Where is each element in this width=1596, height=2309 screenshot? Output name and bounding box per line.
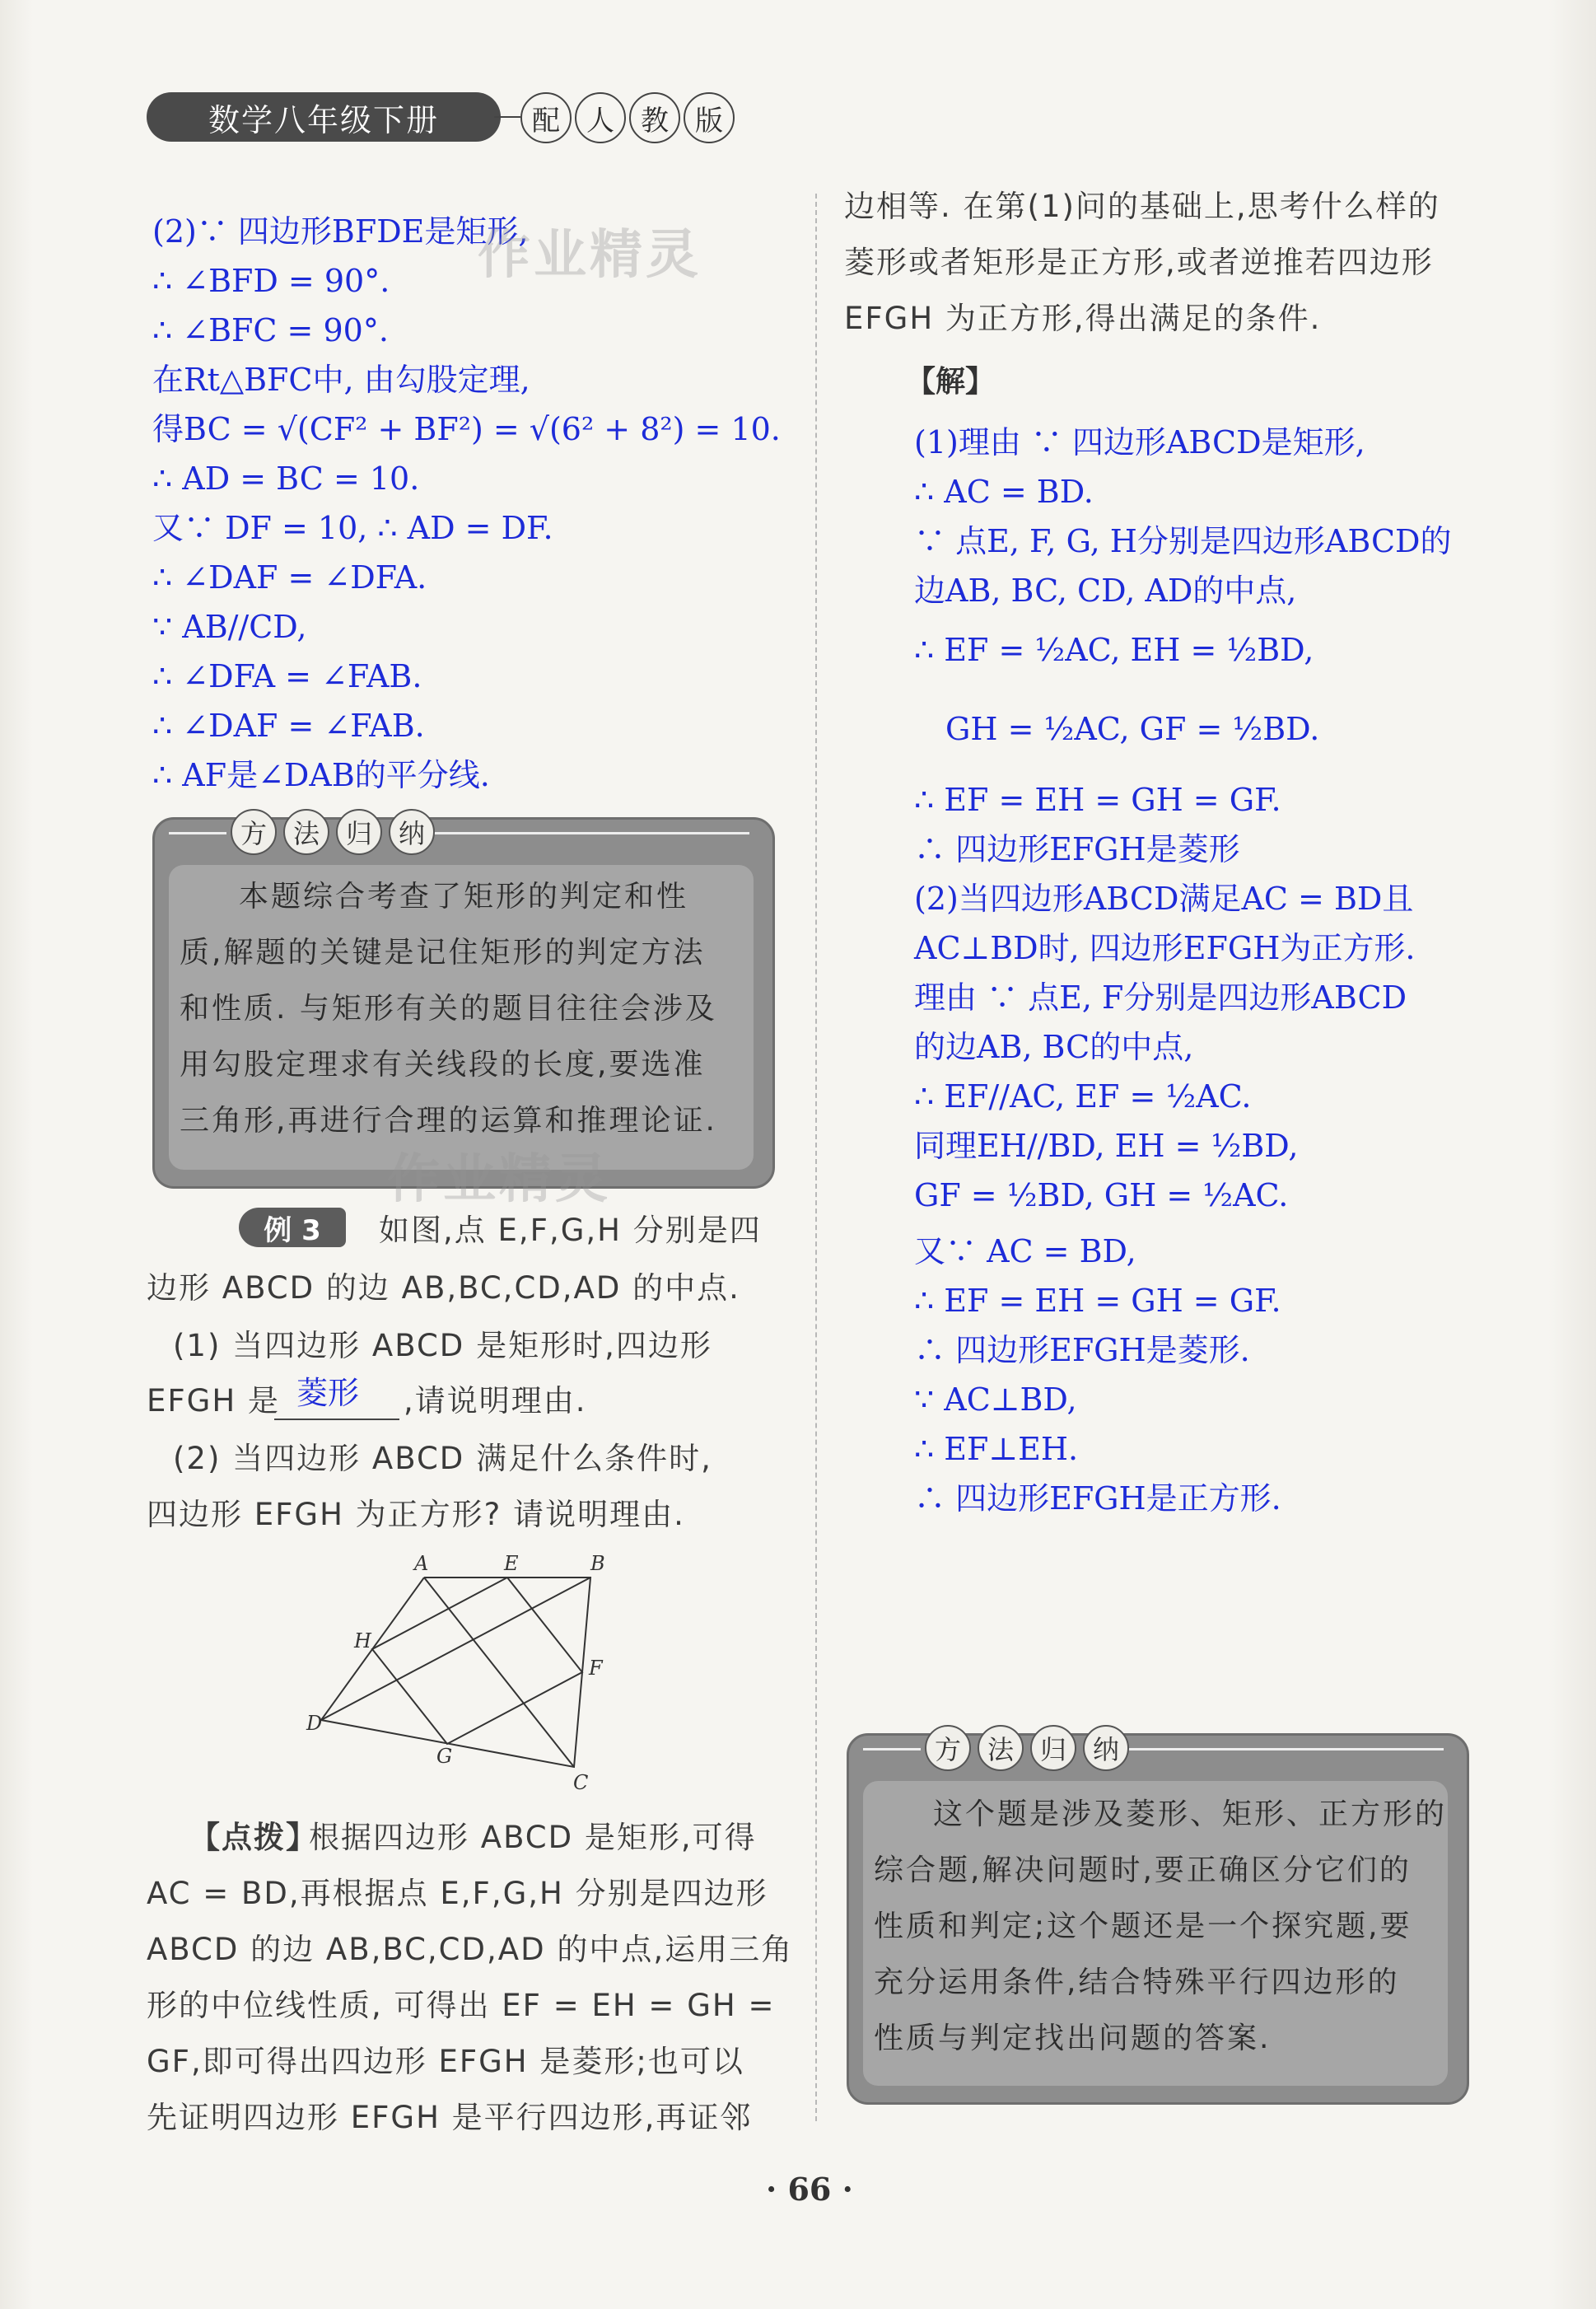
solution-line: GF = ½BD, GH = ½AC. [914, 1177, 1289, 1213]
hint-continuation-line: 菱形或者矩形是正方形,或者逆推若四边形 [844, 245, 1434, 280]
solution-line: ∴ ∠BFD = 90°. [152, 263, 390, 299]
solution-line: ∵ AC⊥BD, [914, 1381, 1077, 1418]
solution-line: ∴ ∠BFC = 90°. [152, 312, 389, 348]
edition-char: 配 [520, 92, 572, 143]
method-summary-title [925, 1725, 1129, 1771]
watermark: 作业精灵 [387, 1149, 611, 1210]
solution-line: 又∵ DF = 10, ∴ AD = DF. [152, 510, 553, 546]
quad-efgh [372, 1578, 582, 1744]
hint-continuation-line: 边相等. 在第(1)问的基础上,思考什么样的 [844, 189, 1440, 224]
example-line: EFGH 是 [147, 1383, 280, 1419]
solution-line: (2)∵ 四边形BFDE是矩形, [152, 213, 529, 250]
hint-line: GF,即可得出四边形 EFGH 是菱形;也可以 [147, 2044, 744, 2079]
hint-line: ABCD 的边 AB,BC,CD,AD 的中点,运用三角 [147, 1932, 794, 1967]
method-summary-title [231, 809, 435, 855]
label-f: F [589, 1657, 603, 1680]
solution-line: (1)理由 ∵ 四边形ABCD是矩形, [914, 424, 1365, 460]
solution-line: ∴ EF//AC, EF = ½AC. [914, 1078, 1252, 1115]
solution-line: ∴ EF = ½AC, EH = ½BD, [914, 632, 1314, 668]
method-rule-left [169, 832, 226, 834]
hint-label: 【点拨】 [189, 1820, 318, 1855]
solution-label: 【解】 [906, 365, 996, 399]
solution-line: GH = ½AC, GF = ½BD. [945, 711, 1320, 747]
title-char: 归 [1030, 1725, 1076, 1771]
edition-char: 人 [575, 92, 626, 143]
label-h: H [354, 1629, 371, 1652]
solution-line: ∴ EF = EH = GH = GF. [914, 1283, 1281, 1319]
book-title: 数学八年级下册 [147, 92, 501, 142]
hint-continuation-line: EFGH 为正方形,得出满足的条件. [844, 301, 1322, 336]
solution-line: ∴ 四边形EFGH是正方形. [914, 1480, 1281, 1517]
solution-line: ∴ ∠DAF = ∠FAB. [152, 708, 425, 744]
label-b: B [590, 1552, 605, 1575]
solution-line: 得BC = √(CF² + BF²) = √(6² + 8²) = 10. [152, 411, 781, 447]
watermark: 作业精灵 [478, 225, 702, 286]
edition-char: 版 [684, 92, 735, 143]
solution-line: ∴ AF是∠DAB的平分线. [152, 757, 490, 793]
edition-char: 教 [629, 92, 680, 143]
hint-line: 形的中位线性质, 可得出 EF = EH = GH = [147, 1988, 776, 2023]
title-char: 归 [336, 809, 382, 855]
solution-line: ∴ ∠DAF = ∠DFA. [152, 559, 427, 596]
quadrilateral-figure [296, 1549, 626, 1804]
solution-line: ∴ 四边形EFGH是菱形. [914, 1332, 1250, 1368]
solution-line: 边AB, BC, CD, AD的中点, [914, 573, 1297, 609]
header-connector [494, 116, 520, 118]
solution-line: ∴ EF⊥EH. [914, 1431, 1079, 1467]
title-char: 方 [231, 809, 277, 855]
label-d: D [306, 1712, 323, 1735]
title-char: 纳 [389, 809, 435, 855]
method-text-line: 和性质. 与矩形有关的题目往往会涉及 [180, 992, 717, 1026]
page-number: · 66 · [766, 2171, 853, 2208]
title-char: 法 [978, 1725, 1024, 1771]
solution-line: ∴ EF = EH = GH = GF. [914, 782, 1281, 818]
example-line: 边形 ABCD 的边 AB,BC,CD,AD 的中点. [147, 1270, 740, 1306]
method-text-line: 这个题是涉及菱形、矩形、正方形的 [933, 1797, 1448, 1831]
solution-line: 又∵ AC = BD, [914, 1233, 1136, 1269]
method-text-line: 本题综合考查了矩形的判定和性 [239, 880, 689, 914]
method-text-line: 用勾股定理求有关线段的长度,要选准 [180, 1048, 706, 1082]
example-line: ,请说明理由. [404, 1383, 587, 1419]
solution-line: 同理EH//BD, EH = ½BD, [914, 1128, 1299, 1164]
title-char: 纳 [1083, 1725, 1129, 1771]
solution-line: ∵ AB//CD, [152, 609, 307, 645]
hint-line: AC = BD,再根据点 E,F,G,H 分别是四边形 [147, 1876, 768, 1911]
example-line: 四边形 EFGH 为正方形? 请说明理由. [147, 1497, 685, 1532]
method-rule-right [1127, 1748, 1444, 1750]
answer-blank [274, 1419, 399, 1420]
label-g: G [436, 1745, 453, 1768]
example-line: (2) 当四边形 ABCD 满足什么条件时, [173, 1441, 712, 1476]
hint-line: 先证明四边形 EFGH 是平行四边形,再证邻 [147, 2100, 753, 2135]
column-divider [815, 194, 817, 2121]
method-text-line: 三角形,再进行合理的运算和推理论证. [180, 1104, 717, 1138]
label-c: C [573, 1771, 589, 1794]
solution-line: ∴ AC = BD. [914, 474, 1094, 510]
example-line: (1) 当四边形 ABCD 是矩形时,四边形 [173, 1328, 712, 1363]
method-text-line: 综合题,解决问题时,要正确区分它们的 [874, 1853, 1412, 1887]
method-text-line: 质,解题的关键是记住矩形的判定方法 [180, 936, 706, 970]
solution-line: ∴ AD = BC = 10. [152, 460, 420, 497]
hint-line: 根据四边形 ABCD 是矩形,可得 [309, 1820, 757, 1855]
solution-line: ∵ 点E, F, G, H分别是四边形ABCD的 [914, 523, 1452, 559]
diagonal-ac [424, 1578, 574, 1767]
solution-line: 的边AB, BC的中点, [914, 1029, 1194, 1065]
edition-badge [520, 92, 735, 143]
method-text-line: 性质和判定;这个题还是一个探究题,要 [874, 1909, 1412, 1943]
method-text-line: 性质与判定找出问题的答案. [874, 2022, 1272, 2055]
example-line: 如图,点 E,F,G,H 分别是四 [379, 1213, 762, 1248]
solution-line: 在Rt△BFC中, 由勾股定理, [152, 362, 530, 398]
label-a: A [414, 1552, 429, 1575]
solution-line: AC⊥BD时, 四边形EFGH为正方形. [914, 930, 1416, 966]
label-e: E [504, 1552, 519, 1575]
solution-line: ∴ ∠DFA = ∠FAB. [152, 658, 422, 694]
method-text-line: 充分运用条件,结合特殊平行四边形的 [874, 1965, 1400, 1999]
title-char: 法 [283, 809, 329, 855]
solution-line: ∴ 四边形EFGH是菱形 [914, 831, 1240, 867]
example-badge: 例 3 [239, 1208, 346, 1247]
answer-text: 菱形 [296, 1375, 360, 1411]
method-rule-right [432, 832, 749, 834]
solution-line: (2)当四边形ABCD满足AC = BD且 [914, 881, 1414, 917]
solution-line: 理由 ∵ 点E, F分别是四边形ABCD [914, 979, 1407, 1016]
method-rule-left [863, 1748, 921, 1750]
title-char: 方 [925, 1725, 971, 1771]
